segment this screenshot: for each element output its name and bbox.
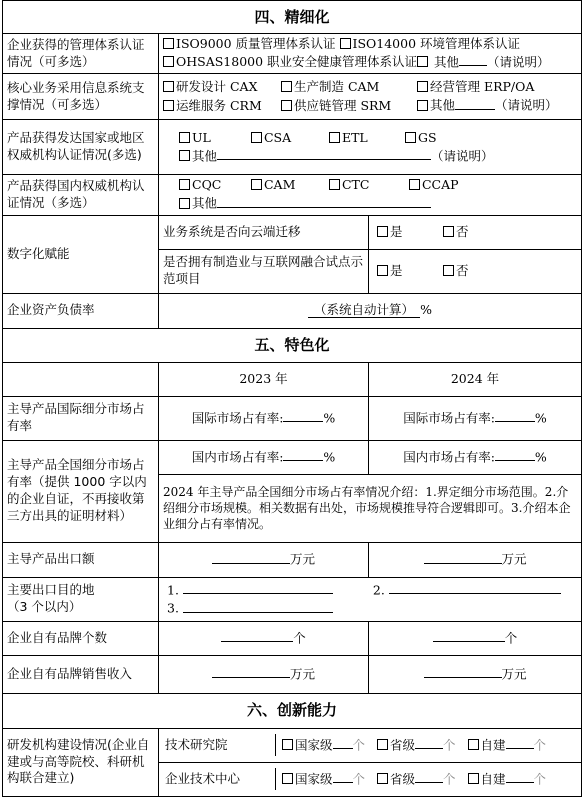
checkbox[interactable] (417, 56, 428, 67)
checkbox[interactable] (251, 179, 262, 190)
info-opt-srm[interactable]: 供应链管理 SRM (281, 98, 413, 115)
export-label: 主导产品出口额 (3, 542, 159, 577)
export-dest-fields: 1. 2. 3. (159, 577, 582, 621)
intl-share-2024-input[interactable] (495, 409, 535, 423)
digital-q1: 业务系统是否向云端迁移 (159, 215, 369, 249)
digital-q2-yes[interactable]: 是 (377, 263, 439, 280)
digital-label: 数字化赋能 (3, 215, 159, 293)
checkbox[interactable] (281, 81, 292, 92)
brand-revenue-2023: 万元 (159, 655, 369, 693)
dom-share-label: 主导产品全国细分市场占有率（提供 1000 字以内的企业自证，不再接收第三方出具的证明材料） (3, 440, 159, 542)
dom-share-2023: 国内市场占有率: % (159, 440, 369, 474)
intl-opt-gs[interactable]: GS (405, 130, 437, 147)
export-dest-label: 主要出口目的地 （3 个以内） (3, 577, 159, 621)
checkbox[interactable] (179, 179, 190, 190)
dom-opt-other[interactable]: 其他 (179, 194, 431, 212)
rd-org-2-levels (276, 768, 582, 790)
export-2023-input[interactable] (212, 550, 290, 564)
mgmt-opt-other[interactable]: 其他 （请说明） (417, 53, 550, 71)
section-title-specialization: 五、特色化 (3, 328, 582, 362)
rd-org-name-1: 技术研究院 (159, 734, 276, 756)
rd-2-national[interactable]: 国家级 个 (282, 770, 365, 788)
info-opt-other[interactable]: 其他 （请说明） (417, 96, 558, 114)
info-system-options (159, 74, 582, 120)
count-blank[interactable] (506, 770, 534, 784)
digital-q1-no[interactable]: 否 (443, 224, 469, 241)
dom-opt-cam[interactable]: CAM (251, 177, 325, 194)
rd-2-self[interactable]: 自建 个 (468, 770, 547, 788)
dom-opt-ccap[interactable]: CCAP (409, 177, 459, 194)
info-opt-cam[interactable]: 生产制造 CAM (281, 79, 413, 96)
section-title-innovation: 六、创新能力 (3, 693, 582, 728)
dom-share-2024: 国内市场占有率: % (369, 440, 582, 474)
other-blank[interactable] (455, 96, 495, 110)
rd-org-1-levels (276, 734, 582, 756)
checkbox[interactable] (163, 100, 174, 111)
brand-count-label: 企业自有品牌个数 (3, 621, 159, 655)
checkbox[interactable] (282, 773, 293, 784)
checkbox[interactable] (377, 226, 388, 237)
checkbox[interactable] (179, 198, 190, 209)
checkbox[interactable] (329, 132, 340, 143)
rd-1-national[interactable]: 国家级 个 (282, 736, 365, 754)
year-header-2024: 2024 年 (369, 362, 582, 396)
mgmt-opt-iso9000[interactable]: ISO9000 质量管理体系认证 (163, 36, 336, 53)
rd-row-1-table (159, 734, 581, 756)
debt-ratio-auto: （系统自动计算） (308, 302, 420, 318)
brand-revenue-2023-input[interactable] (212, 665, 290, 679)
export-2023: 万元 (159, 542, 369, 577)
rd-org-row-1 (159, 728, 582, 762)
checkbox[interactable] (340, 38, 351, 49)
year-header-2023: 2023 年 (159, 362, 369, 396)
digital-q1-options (369, 215, 582, 249)
checkbox[interactable] (377, 265, 388, 276)
dom-opt-ctc[interactable]: CTC (329, 177, 405, 194)
checkbox[interactable] (377, 739, 388, 750)
checkbox[interactable] (468, 739, 479, 750)
other-blank[interactable] (217, 147, 431, 161)
intl-share-2023-input[interactable] (283, 409, 323, 423)
checkbox[interactable] (417, 81, 428, 92)
export-dest-3-input[interactable] (183, 599, 333, 613)
rd-row-2-table (159, 768, 581, 790)
checkbox[interactable] (443, 226, 454, 237)
dom-cert-options (159, 175, 582, 215)
other-blank[interactable] (459, 53, 487, 67)
mgmt-cert-label: 企业获得的管理体系认证情况（可多选） (3, 34, 159, 74)
dom-share-intro[interactable]: 2024 年主导产品全国细分市场占有率情况介绍：1.界定细分市场范围。2.介绍细分市场规模。相关数据有出处，市场规模推导符合逻辑即可。3.介绍本企业细分占有率情况。 (159, 474, 582, 542)
checkbox[interactable] (329, 179, 340, 190)
intl-opt-other[interactable]: 其他 （请说明） (179, 147, 494, 165)
count-blank[interactable] (333, 736, 353, 750)
checkbox[interactable] (443, 265, 454, 276)
checkbox[interactable] (468, 773, 479, 784)
dom-share-2023-input[interactable] (283, 448, 323, 462)
brand-count-2023-input[interactable] (221, 629, 293, 643)
export-dest-1-input[interactable] (183, 581, 333, 595)
checkbox[interactable] (417, 100, 428, 111)
dom-cert-label: 产品获得国内权威机构认证情况（多选） (3, 175, 159, 215)
brand-count-2024: 个 (369, 621, 582, 655)
other-blank[interactable] (217, 194, 431, 208)
checkbox[interactable] (179, 150, 190, 161)
debt-ratio-value: （系统自动计算） % (159, 293, 582, 328)
intl-share-label: 主导产品国际细分市场占有率 (3, 396, 159, 440)
brand-count-2024-input[interactable] (433, 629, 505, 643)
mgmt-opt-iso14000[interactable]: ISO14000 环境管理体系认证 (340, 36, 521, 53)
export-dest-2-input[interactable] (389, 581, 561, 595)
brand-count-2023: 个 (159, 621, 369, 655)
count-blank[interactable] (415, 770, 443, 784)
info-opt-erp[interactable]: 经营管理 ERP/OA (417, 79, 534, 96)
count-blank[interactable] (333, 770, 353, 784)
checkbox[interactable] (179, 132, 190, 143)
rd-org-label: 研发机构建设情况(企业自建或与高等院校、科研机构联合建立) (3, 728, 159, 796)
brand-revenue-2024-input[interactable] (424, 665, 502, 679)
dom-opt-cqc[interactable]: CQC (179, 177, 247, 194)
checkbox[interactable] (251, 132, 262, 143)
count-blank[interactable] (415, 736, 443, 750)
application-form (2, 0, 582, 797)
info-system-label: 核心业务采用信息系统支撑情况（可多选） (3, 74, 159, 120)
rd-org-name-2: 企业技术中心 (159, 768, 276, 790)
export-2024: 万元 (369, 542, 582, 577)
section-title-refinement: 四、精细化 (3, 1, 582, 34)
info-opt-cax[interactable]: 研发设计 CAX (163, 79, 277, 96)
intl-cert-options (159, 120, 582, 175)
checkbox[interactable] (409, 179, 420, 190)
checkbox[interactable] (163, 56, 174, 67)
debt-ratio-label: 企业资产负债率 (3, 293, 159, 328)
digital-q2-no[interactable]: 否 (443, 263, 469, 280)
count-blank[interactable] (506, 736, 534, 750)
intl-opt-etl[interactable]: ETL (329, 130, 401, 147)
rd-1-self[interactable]: 自建 个 (468, 736, 547, 754)
mgmt-opt-ohsas[interactable]: OHSAS18000 职业安全健康管理体系认证 (163, 54, 417, 71)
export-2024-input[interactable] (424, 550, 502, 564)
rd-org-row-2 (159, 762, 582, 796)
checkbox[interactable] (405, 132, 416, 143)
year-header-blank (3, 362, 159, 396)
checkbox[interactable] (163, 81, 174, 92)
checkbox[interactable] (281, 100, 292, 111)
digital-q2: 是否拥有制造业与互联网融合试点示范项目 (159, 249, 369, 293)
digital-q2-options (369, 249, 582, 293)
brand-revenue-label: 企业自有品牌销售收入 (3, 655, 159, 693)
info-opt-crm[interactable]: 运维服务 CRM (163, 98, 277, 115)
rd-1-provincial[interactable]: 省级 个 (377, 736, 456, 754)
checkbox[interactable] (163, 38, 174, 49)
intl-opt-ul[interactable]: UL (179, 130, 247, 147)
rd-2-provincial[interactable]: 省级 个 (377, 770, 456, 788)
checkbox[interactable] (377, 773, 388, 784)
intl-opt-csa[interactable]: CSA (251, 130, 325, 147)
intl-share-2024: 国际市场占有率: % (369, 396, 582, 440)
intl-share-2023: 国际市场占有率: % (159, 396, 369, 440)
mgmt-cert-options (159, 34, 582, 74)
intl-cert-label: 产品获得发达国家或地区权威机构认证情况(多选) (3, 120, 159, 175)
checkbox[interactable] (282, 739, 293, 750)
dom-share-2024-input[interactable] (495, 448, 535, 462)
digital-q1-yes[interactable]: 是 (377, 224, 439, 241)
brand-revenue-2024: 万元 (369, 655, 582, 693)
